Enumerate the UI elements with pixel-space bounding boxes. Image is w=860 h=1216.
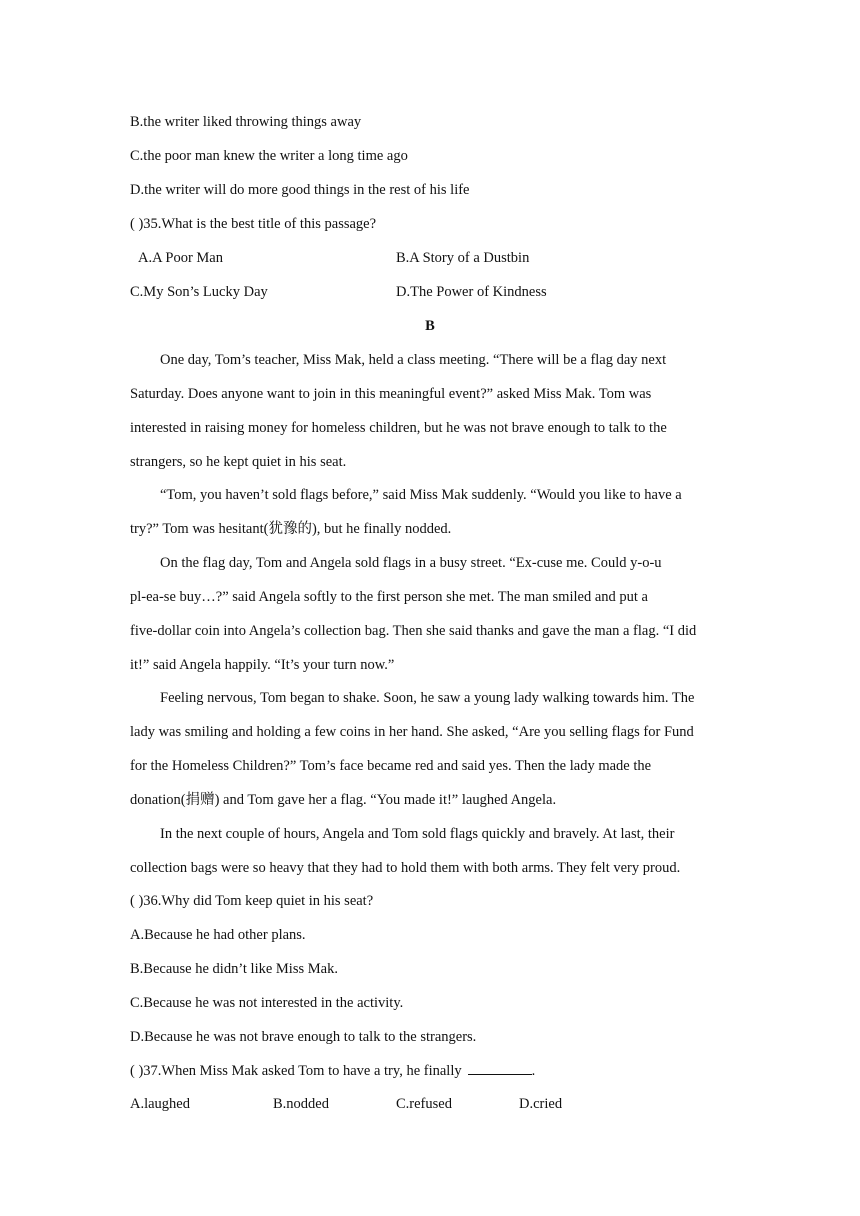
q36-option-b: B.Because he didn’t like Miss Mak. (130, 961, 338, 977)
q35-options-row-2 (130, 282, 730, 302)
passage-line: it!” said Angela happily. “It’s your turn now.” (130, 657, 395, 673)
q37-option-b: B.nodded (273, 1096, 329, 1112)
q34-option-c: C.the poor man knew the writer a long time ago (130, 148, 408, 164)
q35-option-c: C.My Son’s Lucky Day (130, 284, 268, 300)
passage-line: “Tom, you haven’t sold flags before,” said Miss Mak suddenly. “Would you like to have a (160, 487, 682, 503)
passage-line: five-dollar coin into Angela’s collection bag. Then she said thanks and gave the man a flag. “I did (130, 623, 697, 639)
passage-line: strangers, so he kept quiet in his seat. (130, 454, 347, 470)
q34-option-d: D.the writer will do more good things in the rest of his life (130, 182, 470, 198)
passage-line: One day, Tom’s teacher, Miss Mak, held a class meeting. “There will be a flag day next (160, 352, 667, 368)
q34-option-b: B.the writer liked throwing things away (130, 114, 362, 130)
section-heading: B (425, 318, 435, 334)
passage-line: for the Homeless Children?” Tom’s face became red and said yes. Then the lady made the (130, 758, 652, 774)
q36-option-a: A.Because he had other plans. (130, 927, 306, 943)
passage-line: On the flag day, Tom and Angela sold flags in a busy street. “Ex-cuse me. Could y-o-u (160, 555, 662, 571)
passage-line: donation(捐赠) and Tom gave her a flag. “You made it!” laughed Angela. (130, 792, 557, 808)
passage-line: pl-ea-se buy…?” said Angela softly to the first person she met. The man smiled and put a (130, 589, 648, 605)
q35-option-a: A.A Poor Man (138, 250, 223, 266)
answer-blank (468, 1060, 532, 1075)
q36-stem: ( )36.Why did Tom keep quiet in his seat? (130, 893, 374, 909)
passage-line: Saturday. Does anyone want to join in this meaningful event?” asked Miss Mak. Tom was (130, 386, 652, 402)
q37-options-row (130, 1094, 730, 1114)
q36-option-c: C.Because he was not interested in the activity. (130, 995, 404, 1011)
q35-stem: ( )35.What is the best title of this passage? (130, 216, 377, 232)
passage-line: In the next couple of hours, Angela and Tom sold flags quickly and bravely. At last, their (160, 826, 675, 842)
q35-option-d: D.The Power of Kindness (396, 284, 547, 300)
q35-option-b: B.A Story of a Dustbin (396, 250, 530, 266)
passage-line: Feeling nervous, Tom began to shake. Soon, he saw a young lady walking towards him. The (160, 690, 695, 706)
q37-stem: ( )37.When Miss Mak asked Tom to have a try, he finally (130, 1063, 462, 1079)
passage-line: interested in raising money for homeless children, but he was not brave enough to talk to the (130, 420, 667, 436)
passage-line: lady was smiling and holding a few coins in her hand. She asked, “Are you selling flags for Fund (130, 724, 694, 740)
q35-options-row-1 (130, 248, 730, 268)
q37-stem-end: . (531, 1063, 536, 1079)
passage-line: collection bags were so heavy that they had to hold them with both arms. They felt very proud. (130, 860, 681, 876)
q36-option-d: D.Because he was not brave enough to talk to the strangers. (130, 1029, 477, 1045)
passage-line: try?” Tom was hesitant(犹豫的), but he finally nodded. (130, 521, 452, 537)
q37-stem-row (130, 1060, 535, 1081)
q37-option-c: C.refused (396, 1096, 452, 1112)
q37-option-d: D.cried (519, 1096, 563, 1112)
q37-option-a: A.laughed (130, 1096, 190, 1112)
